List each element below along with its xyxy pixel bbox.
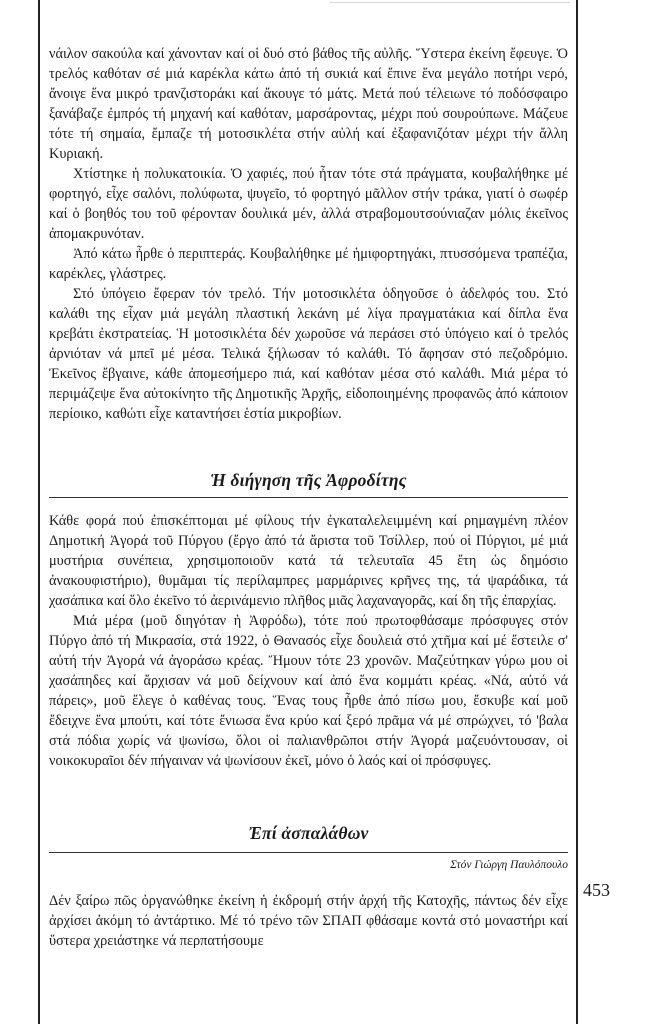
bleed-through-header bbox=[330, 2, 570, 9]
page-number: 453 bbox=[583, 880, 610, 900]
heading-rule bbox=[49, 852, 568, 853]
paragraph: Στό ὑπόγειο ἔφεραν τόν τρελό. Τήν μοτοσικλέτα ὁδηγοῦσε ὁ ἀδελφός του. Στό καλάθι της εἶχαν μιά μεγάλη πλαστική λεκάνη μέ λίγα πραγματάκια καί δίπλα ἕνα κρεβάτι ἐκστρατείας. Ἡ μοτοσικλέτα δέν χωροῦσε νά περάσει στό ὑπόγειο καί ὁ τρελός ἀρνιόταν νά μπεῖ μέ μέσα. Τελικά ξήλωσαν τό καλάθι. Τό ἄφησαν στό πεζοδρόμιο. Ἐκεῖνος ἔβγαινε, κάθε ἀπομεσήμερο πιά, καί καθόταν μέσα στό καλάθι. Μιά μέρα τό περιμάζεψε ἕνα αὐτοκίνητο τῆς Δημοτικῆς Ἀρχῆς, εἰδοποιημένης προφανῶς ἀπό κάποιον περίοικο, καθώτι εἶχε καταντήσει ἑστία μικροβίων. bbox=[49, 286, 568, 422]
paragraph: Δέν ξαίρω πῶς ὀργανώθηκε ἐκείνη ἡ ἐκδρομή στήν ἀρχή τῆς Κατοχῆς, πάντως δέν εἶχε ἀρχίσει ἀκόμη τό ἀντάρτικο. Μέ τό τρένο τῶν ΣΠΑΠ φθάσαμε κοντά στό μοναστήρι καί ὕστερα χρειάστηκε νά περπατήσουμε bbox=[49, 893, 568, 949]
paragraph: Μιά μέρα (μοῦ διηγόταν ἡ Ἀφρόδω), τότε πού πρωτοφθάσαμε πρόσφυγες στόν Πύργο ἀπό τή Μικρασία, στά 1922, ὁ Θανασός εἶχε δουλειά στό χτῆμα καί μέ ἔστειλε σ' αὐτή τήν Ἀγορά νά ἀγοράσω κρέας. Ἤμουν τότε 23 χρονῶν. Μαζεύτηκαν γύρω μου οἱ χασάπηδες καί ἄρχισαν νά μοῦ δείχνουν καί ἀπό ἕνα κομμάτι κρέας. «Νά, αὐτό νά πάρεις», μοῦ ἔλεγε ὁ καθένας τους. Ἕνας τους ἦρθε ἀπό πίσω μου, ἔσκυβε καί μοῦ ἔδειχνε ἕνα μπούτι, καί τότε ἔνιωσα ἕνα κρύο καί ξερό πρᾶμα νά μέ σπρώχνει, τό 'βαλα στά πόδια χωρίς νά ψωνίσω, ὅλοι οἱ παλιανθρῶποι στήν Ἀγορά μαζευόντουσαν, οἱ νοικοκυραῖοι δέν πήγαιναν νά ψωνίσουν ἐκεῖ, μόνο ὁ λαός καί οἱ πρόσφυγες. bbox=[49, 613, 568, 769]
dedication: Στόν Γιώργη Παυλόπουλο bbox=[450, 859, 568, 871]
section-heading-aphrodite: Ἡ διήγηση τῆς Ἀφροδίτης bbox=[210, 470, 407, 490]
heading-rule bbox=[49, 497, 568, 498]
left-margin-rule bbox=[38, 0, 40, 1024]
paragraph: Χτίστηκε ἡ πολυκατοικία. Ὁ χαφιές, πού ἦταν τότε στά πράγματα, κουβαλήθηκε μέ φορτηγό, εἶχε σαλόνι, πολύφωτα, ψυγεῖο, τό φορτηγό μᾶλλον στήν τράκα, γιατί ὁ σωφέρ καί ὁ βοηθός του τοῦ φέρονταν δουλικά μέν, ἀλλά στραβομουτσούνιαζαν μόλις ἐκεῖνος ἀπομακρυνόταν. bbox=[49, 166, 568, 242]
paragraph: Κάθε φορά πού ἐπισκέπτομαι μέ φίλους τήν ἐγκαταλελειμμένη καί ρημαγμένη πλέον Δημοτική Ἀγορά τοῦ Πύργου (ἔργο ἀπό τά ἄριστα τοῦ Τσίλλερ, πού οἱ Πύργιοι, μέ μιά μυστήρια συνέπεια, χρησιμοποιοῦν κατά τά τελευταῖα 45 ἔτη ὡς δημόσιο ἀνακουφιστήριο), θυμᾶμαι τίς περίλαμπρες μαρμάρινες κρῆνες της, τά ψαράδικα, τά χασάπικα καί ὅλο ἐκεῖνο τό ἀερινάμενιο πλῆθος μιᾶς λαχαναγορᾶς, καί δη τῆς ἐπαρχίας. bbox=[49, 513, 568, 609]
paragraph: νάιλον σακούλα καί χάνονταν καί οἱ δυό στό βάθος τῆς αὐλῆς. Ὕστερα ἐκείνη ἔφευγε. Ὁ τρελός καθόταν σέ μιά καρέκλα κάτω ἀπό τή συκιά καί ἔπινε ἕνα μεγάλο ποτήρι νερό, ἄνοιγε ἕνα μικρό τρανζιστοράκι καί ἄκουγε τό μάτς. Μετά πού τέλειωνε τό ποδόσφαιρο ξανάβαζε ἐμπρός τή μηχανή καί καθόταν, μαρσάροντας, μέχρι πού σουρούπωνε. Μάζευε τότε τή σημαία, ἔμπαζε τή μοτοσικλέτα στήν αὐλή καί ἐξαφανιζόταν μέχρι τήν ἄλλη Κυριακή. bbox=[49, 46, 568, 162]
paragraph: Ἀπό κάτω ἦρθε ὁ περιπτεράς. Κουβαλήθηκε μέ ἡμιφορτηγάκι, πτυσσόμενα τραπέζια, καρέκλες, γλάστρες. bbox=[49, 246, 568, 282]
right-margin-rule bbox=[576, 0, 578, 1024]
section-1-text bbox=[49, 44, 568, 424]
section-heading-aspalathon: Ἐπί ἀσπαλάθων bbox=[248, 823, 369, 843]
section-3-text bbox=[49, 891, 568, 951]
section-2-text bbox=[49, 511, 568, 771]
